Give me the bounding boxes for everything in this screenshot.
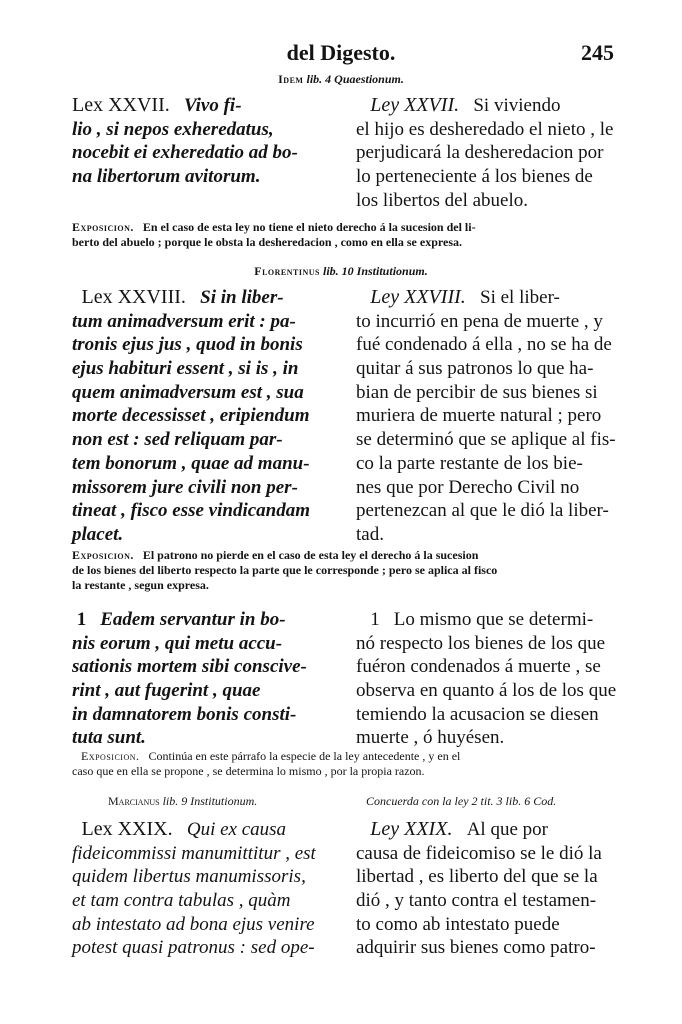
source-author: Florentinus <box>254 264 320 278</box>
exposicion-28: Exposicion. El patrono no pierde en el caso de esta ley el derecho á la sucesion de los bienes del liberto respecto la parte que le corresponde ; pero se aplica al fisco la restante , segun expresa. <box>72 548 498 592</box>
source-work: lib. 4 Quaestionum. <box>306 72 404 86</box>
exposicion-label: Exposicion. <box>81 749 140 763</box>
source-work: lib. 10 Institutionum. <box>323 264 428 278</box>
spanish-line: el hijo es desheredado el nieto , le <box>356 118 614 140</box>
latin-line: lio , si nepos exheredatus, <box>72 118 274 140</box>
law-heading-latin: Lex XXVII. <box>72 94 170 116</box>
source-heading-28 <box>0 264 682 278</box>
latin-column-27 <box>72 94 340 189</box>
law-heading-latin: Lex XXVIII. <box>81 286 186 308</box>
concordance-note: Concuerda con la ley 2 tit. 3 lib. 6 Cod. <box>366 794 557 808</box>
law-heading-spanish: Ley XXVIII. <box>370 286 466 308</box>
latin-line: Lex XXVII. Vivo fi- <box>72 94 242 116</box>
exposicion-27: Exposicion. En el caso de esta ley no tiene el nieto derecho á la sucesion del li- berto del abuelo ; porque le obsta la desheredacion , como en ella se expresa. <box>72 220 476 249</box>
exposicion-label: Exposicion. <box>72 220 134 234</box>
running-title: del Digesto. <box>286 40 396 65</box>
spanish-column-27 <box>356 94 614 212</box>
source-heading-27 <box>0 72 682 86</box>
source-heading-29 <box>108 794 257 808</box>
spanish-line: perjudicará la desheredacion por <box>356 142 604 164</box>
law-heading-spanish: Ley XXVII. <box>370 94 460 116</box>
latin-column-28-par1: 1 Eadem servantur in bo- nis eorum , qui metu accu- sationis mortem sibi conscive- rint , aut fugerint , quae in damnatorem bonis consti- tuta sunt. <box>72 609 307 749</box>
source-author: Idem <box>278 72 304 86</box>
source-author: Marcianus <box>108 794 160 808</box>
exposicion-28-par1: Exposicion. Continúa en este párrafo la especie de la ley antecedente , y en el caso que en ella se propone , se determina lo mismo , por la propia razon. <box>72 749 461 778</box>
spanish-line: lo perteneciente á los bienes de <box>356 166 593 188</box>
page-number: 245 <box>581 40 614 65</box>
latin-column-28: Lex XXVIII. Si in liber- tum animadversum erit : pa- tronis ejus jus , quod in bonis ejus habituri essent , si is , in quem animadversum est , sua morte decessisset , eripiendum non est : sed reliquam par- tem bonorum , quae ad manu- missorem jure civili non per- tineat , fisco esse vindicandam placet. <box>72 286 311 545</box>
source-work: lib. 9 Institutionum. <box>162 794 258 808</box>
spanish-column-28-par1: 1 Lo mismo que se determi- nó respecto los bienes de los que fuéron condenados á muerte , se observa en quanto á los de los que temiendo la acusacion se diesen muerte , ó huyésen. <box>356 609 617 749</box>
paragraph-number: 1 <box>76 609 87 630</box>
spanish-column-29: Ley XXIX. Al que por causa de fideicomiso se le dió la libertad , es liberto del que se la dió , y tanto contra el testamen- to como ab intestato puede adquirir sus bienes como patro- <box>356 818 602 959</box>
latin-line: nocebit ei exheredatio ad bo- <box>72 142 298 164</box>
exposicion-label: Exposicion. <box>72 548 134 562</box>
spanish-line: Ley XXVII. Si viviendo <box>370 94 561 116</box>
spanish-line: los libertos del abuelo. <box>356 189 529 211</box>
latin-line: na libertorum avitorum. <box>72 166 261 188</box>
law-heading-latin: Lex XXIX. <box>81 818 173 840</box>
spanish-column-28: Ley XXVIII. Si el liber- to incurrió en pena de muerte , y fué condenado á ella , no se ha de quitar á sus patronos lo que ha- bian de percibir de sus bienes si muriera de muerte natural ; pero se determinó que se aplique al fis- co la parte restante de los bie- nes que por Derecho Civil no pertenezcan al que le dió la liber- tad. <box>356 286 616 545</box>
latin-column-29: Lex XXIX. Qui ex causa fideicommissi manumittitur , est quidem libertus manumissoris, et tam contra tabulas , quàm ab intestato ad bona ejus venire potest quasi patronus : sed ope- <box>72 818 316 959</box>
paragraph-number: 1 <box>370 609 380 630</box>
law-heading-spanish: Ley XXIX. <box>370 818 453 840</box>
